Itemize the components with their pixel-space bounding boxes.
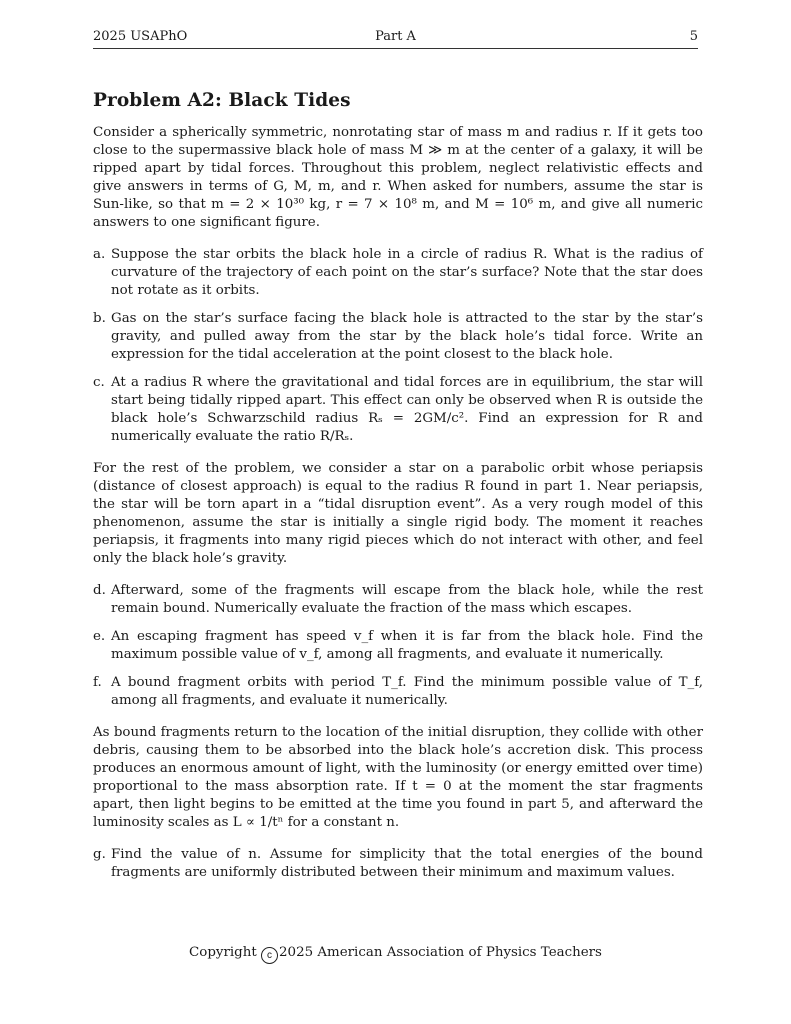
copyright-icon: c [261, 947, 278, 964]
part-e [93, 628, 703, 664]
header-left: 2025 USAPhO [93, 29, 188, 44]
header-rule [93, 48, 698, 49]
part-label: b. [93, 311, 106, 326]
header-center: Part A [375, 29, 416, 44]
part-c [93, 374, 703, 446]
part-text: At a radius R where the gravitational and tidal forces are in equilibrium, the star will start being tidally ripped apart. This effect can only be observed when R is outside the black hole’s Schwarzschild radius Rₛ = 2GM/c². Find an expression for R and numerically evaluate the ratio R/Rₛ. [111, 375, 703, 444]
part-a [93, 246, 703, 300]
part-f [93, 674, 703, 710]
copyright-prefix: Copyright [189, 945, 257, 960]
part-b [93, 310, 703, 364]
page-header [93, 29, 698, 47]
parts-list-2 [93, 582, 703, 710]
problem-title: Problem A2: Black Tides [93, 90, 351, 111]
part-d [93, 582, 703, 618]
part-label: f. [93, 675, 102, 690]
parts-list-3 [93, 846, 703, 882]
part-label: g. [93, 847, 106, 862]
part-text: An escaping fragment has speed v_f when it is far from the black hole. Find the maximum possible value of v_f, among all fragments, and evaluate it numerically. [111, 629, 703, 662]
part-text: A bound fragment orbits with period T_f. Find the minimum possible value of T_f, among all fragments, and evaluate it numerically. [111, 675, 703, 708]
part-text: Afterward, some of the fragments will escape from the black hole, while the rest remain bound. Numerically evaluate the fraction of the mass which escapes. [111, 583, 703, 616]
parts-list-1 [93, 246, 703, 446]
part-label: d. [93, 583, 106, 598]
copyright-text: 2025 American Association of Physics Teachers [279, 945, 602, 960]
part-label: e. [93, 629, 106, 644]
problem-body [93, 90, 703, 892]
part-text: Suppose the star orbits the black hole in a circle of radius R. What is the radius of curvature of the trajectory of each point on the star’s surface? Note that the star does not rotate as it orbits. [111, 247, 703, 298]
part-text: Find the value of n. Assume for simplicity that the total energies of the bound fragments are uniformly distributed between their minimum and maximum values. [111, 847, 703, 880]
part-g [93, 846, 703, 882]
part-label: a. [93, 247, 106, 262]
page-footer [0, 945, 791, 964]
part-text: Gas on the star’s surface facing the black hole is attracted to the star by the star’s gravity, and pulled away from the star by the black hole’s tidal force. Write an expression for the tidal acceleration at the point closest to the black hole. [111, 311, 703, 362]
closing-paragraph: As bound fragments return to the location of the initial disruption, they collide with other debris, causing them to be absorbed into the black hole’s accretion disk. This process produces an enormous amount of light, with the luminosity (or energy emitted over time) proportional to the mass absorption rate. If t = 0 at the moment the star fragments apart, then light begins to be emitted at the time you found in part 5, and afterward the luminosity scales as L ∝ 1/tⁿ for a constant n. [93, 725, 703, 830]
middle-paragraph: For the rest of the problem, we consider a star on a parabolic orbit whose periapsis (distance of closest approach) is equal to the radius R found in part 1. Near periapsis, the star will be torn apart in a “tidal disruption event”. As a very rough model of this phenomenon, assume the star is initially a single rigid body. The moment it reaches periapsis, it fragments into many rigid pieces which do not interact with other, and feel only the black hole’s gravity. [93, 461, 703, 566]
page-number: 5 [689, 29, 698, 44]
part-label: c. [93, 375, 105, 390]
intro-paragraph: Consider a spherically symmetric, nonrotating star of mass m and radius r. If it gets too close to the supermassive black hole of mass M ≫ m at the center of a galaxy, it will be ripped apart by tidal forces. Throughout this problem, neglect relativistic effects and give answers in terms of G, M, m, and r. When asked for numbers, assume the star is Sun-like, so that m = 2 × 10³⁰ kg, r = 7 × 10⁸ m, and M = 10⁶ m, and give all numeric answers to one significant figure. [93, 125, 703, 230]
